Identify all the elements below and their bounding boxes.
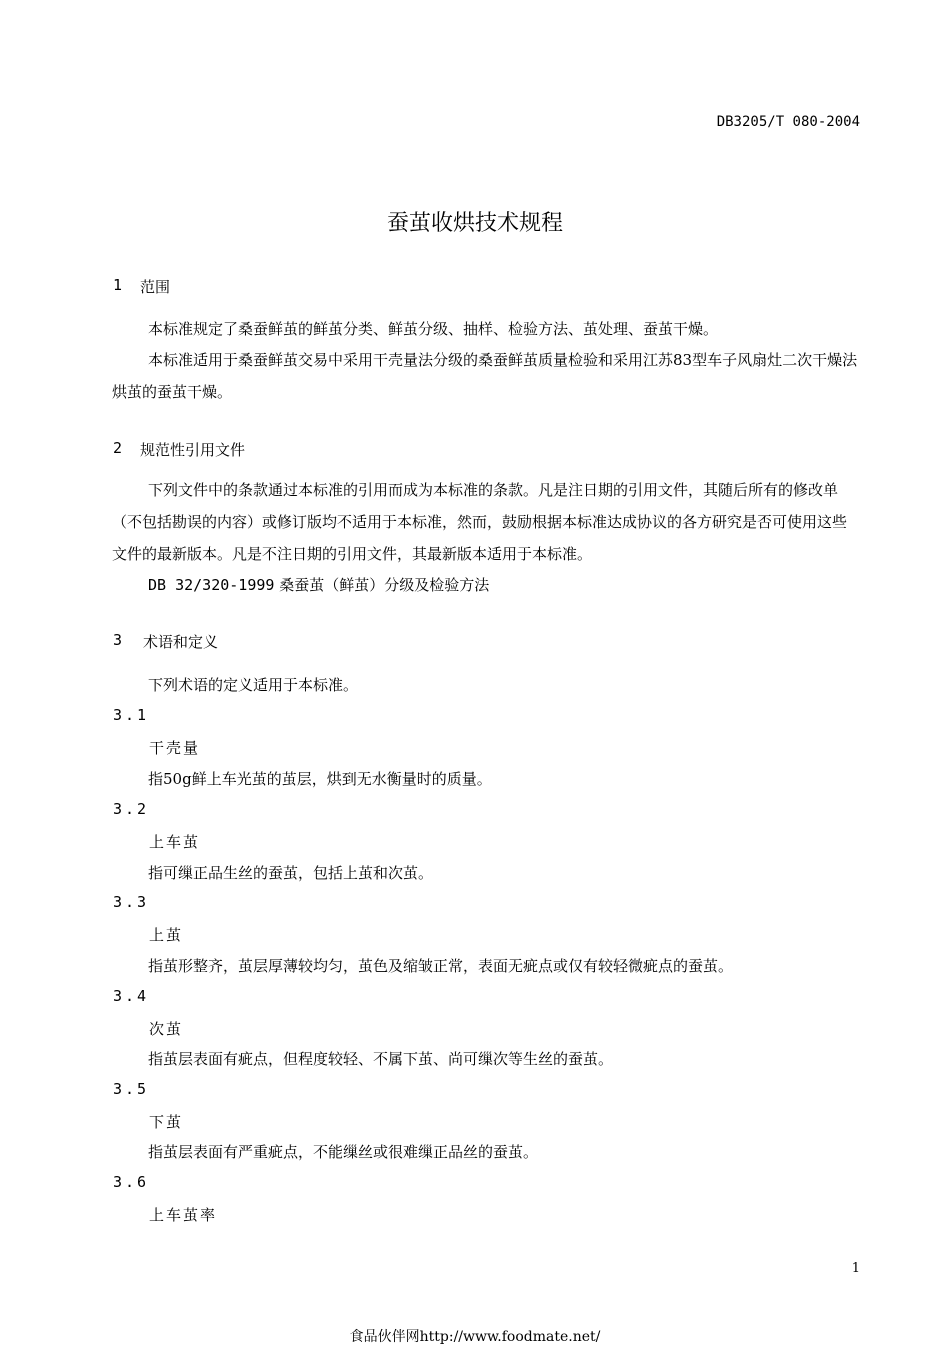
term-definition: 指茧层表面有严重疵点，不能缫丝或很难缫正品丝的蚕茧。	[148, 1143, 539, 1161]
section-1-number: 1	[113, 276, 123, 294]
term-definition: 指可缫正品生丝的蚕茧，包括上茧和次茧。	[148, 864, 434, 882]
term-definition: 指50g鲜上车光茧的茧层，烘到无水衡量时的质量。	[148, 770, 492, 788]
section-3-intro: 下列术语的定义适用于本标准。	[148, 676, 359, 694]
section-2-title: 规范性引用文件	[140, 441, 246, 459]
section-3-title: 术语和定义	[143, 633, 219, 651]
section-2-paragraph-1: 下列文件中的条款通过本标准的引用而成为本标准的条款。凡是注日期的引用文件，其随后所有的修改单（不包括勘误的内容）或修订版均不适用于本标准，然而，鼓励根据本标准达成协议的各方研究是否可使用这些文件的最新版本。凡是不注日期的引用文件，其最新版本适用于本标准。	[112, 481, 848, 563]
section-1-paragraph-1: 本标准规定了桑蚕鲜茧的鲜茧分类、鲜茧分级、抽样、检验方法、茧处理、蚕茧干燥。	[148, 320, 719, 338]
term-name: 次茧	[149, 1020, 184, 1038]
term-number: 3.5	[113, 1080, 150, 1098]
term-number: 3.4	[113, 987, 150, 1005]
term-definition: 指茧形整齐，茧层厚薄较均匀，茧色及缩皱正常，表面无疵点或仅有较轻微疵点的蚕茧。	[148, 957, 734, 975]
reference-line	[148, 574, 489, 595]
term-name: 干壳量	[149, 739, 201, 757]
term-name: 上车茧	[149, 833, 201, 851]
section-3-number: 3	[113, 631, 123, 649]
term-number: 3.1	[113, 706, 150, 724]
section-1-paragraph-2: 本标准适用于桑蚕鲜茧交易中采用干壳量法分级的桑蚕鲜茧质量检验和采用江苏83型车子风扇灶二次干燥法烘茧的蚕茧干燥。	[112, 351, 858, 401]
term-number: 3.6	[113, 1173, 150, 1191]
section-1-title: 范围	[140, 278, 171, 296]
standard-code: DB3205/T 080-2004	[716, 114, 860, 130]
term-number: 3.2	[113, 800, 150, 818]
section-2-number: 2	[113, 439, 123, 457]
reference-title: 桑蚕茧（鲜茧）分级及检验方法	[279, 576, 490, 594]
term-name: 上茧	[149, 926, 184, 944]
term-number: 3.3	[113, 893, 150, 911]
page-number: 1	[851, 1261, 860, 1276]
term-name: 上车茧率	[149, 1206, 218, 1224]
reference-code: DB 32/320-1999	[148, 576, 275, 594]
term-definition: 指茧层表面有疵点，但程度较轻、不属下茧、尚可缫次等生丝的蚕茧。	[148, 1050, 614, 1068]
term-name: 下茧	[149, 1113, 184, 1131]
footer-watermark: 食品伙伴网http://www.foodmate.net/	[349, 1329, 601, 1345]
document-title: 蚕茧收烘技术规程	[386, 211, 563, 236]
